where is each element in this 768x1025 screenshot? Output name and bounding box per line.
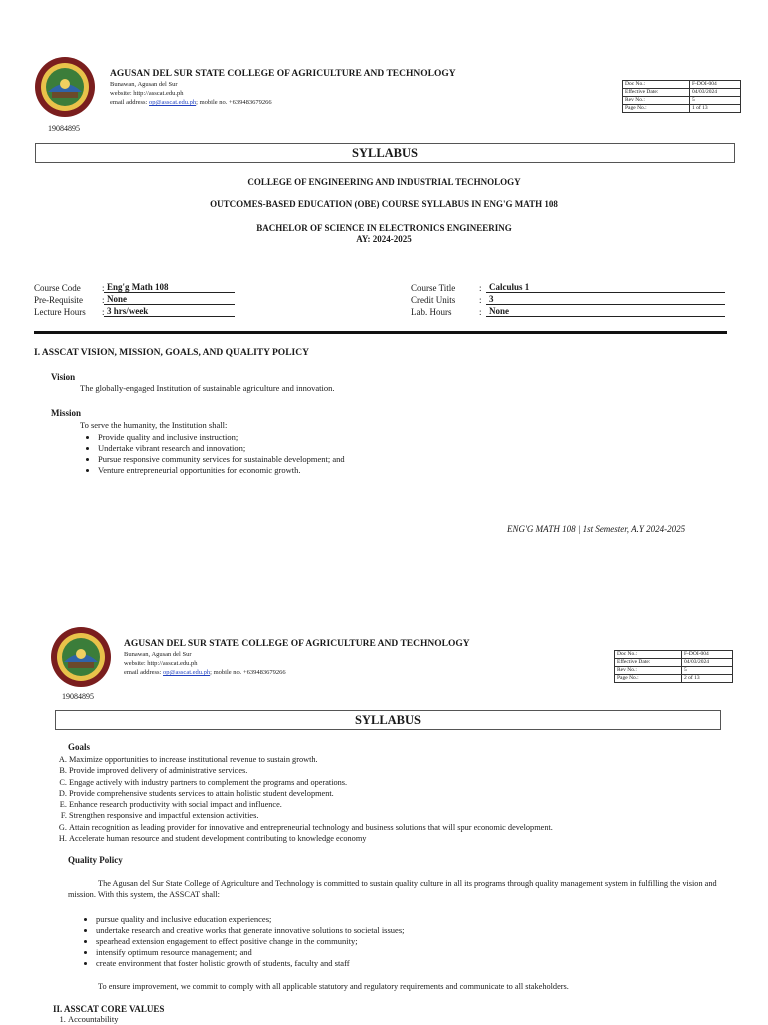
list-item: 1. Accountability [68, 1014, 119, 1025]
doc-info-label: Effective Date: [615, 659, 682, 667]
separator: : [102, 295, 105, 305]
page-footer: ENG'G MATH 108 | 1st Semester, A.Y 2024-2025 [507, 524, 686, 534]
doc-info-row [623, 105, 741, 113]
list-item: C. Engage actively with industry partners to complement the programs and operations. [69, 777, 553, 788]
doc-info-label: Rev No.: [615, 667, 682, 675]
mission-label: Mission [51, 408, 82, 418]
doc-info-value: 04/03/2024 [682, 659, 733, 667]
course-info [34, 282, 727, 322]
list-item: F. Strengthen responsive and impactful extension activities. [69, 810, 553, 821]
doc-info-value: 1 of 13 [690, 105, 741, 113]
college-seal-logo [50, 626, 112, 688]
list-item: • create environment that foster holistic growth of students, faculty and staff [96, 958, 405, 969]
doc-info-row [623, 81, 741, 89]
lecture-hours-row [34, 306, 105, 318]
list-item: H. Accelerate human resource and student development contributing to knowledge economy [69, 833, 553, 844]
doc-info-value: F-DOI-004 [682, 651, 733, 659]
mobile-number: ; mobile no. +639483679266 [196, 99, 272, 106]
email-link[interactable]: op@asscat.edu.ph [163, 669, 211, 676]
section-1-heading: I. ASSCAT VISION, MISSION, GOALS, AND QUALITY POLICY [34, 348, 309, 358]
quality-policy-label: Quality Policy [68, 855, 123, 865]
course-title-row [411, 282, 482, 294]
academic-year: AY: 2024-2025 [356, 234, 412, 244]
email-prefix: email address: [124, 669, 163, 676]
doc-info-value: 04/03/2024 [690, 89, 741, 97]
lecture-hours-label: Lecture Hours [34, 307, 86, 317]
syllabus-page-2 [0, 570, 768, 1024]
syllabus-banner: SYLLABUS [35, 143, 735, 163]
institution-name: AGUSAN DEL SUR STATE COLLEGE OF AGRICULTURE AND TECHNOLOGY [124, 639, 470, 649]
seal-number: 19084895 [62, 692, 94, 701]
doc-info-label: Rev No.: [623, 97, 690, 105]
institution-header [124, 638, 470, 677]
core-values-list [54, 1014, 119, 1025]
section-2-heading: II. ASSCAT CORE VALUES [53, 1004, 165, 1014]
course-code-row [34, 282, 105, 294]
list-item: • Pursue responsive community services for sustainable development; and [98, 454, 345, 465]
obe-title: OUTCOMES-BASED EDUCATION (OBE) COURSE SYLLABUS IN ENG'G MATH 108 [210, 199, 558, 209]
separator: : [102, 283, 105, 293]
doc-info-label: Doc No.: [615, 651, 682, 659]
lecture-hours-value: 3 hrs/week [104, 306, 235, 317]
doc-info-value: 5 [690, 97, 741, 105]
credit-units-value: 3 [486, 294, 725, 305]
lab-hours-value: None [486, 306, 725, 317]
list-item: • Provide quality and inclusive instruction; [98, 432, 345, 443]
section-divider [34, 331, 727, 334]
institution-contact [110, 98, 456, 107]
separator: : [479, 295, 482, 305]
doc-info-label: Page No.: [615, 675, 682, 683]
doc-info-row [623, 89, 741, 97]
program-name: BACHELOR OF SCIENCE IN ELECTRONICS ENGINEERING [256, 223, 512, 233]
list-item: D. Provide comprehensive students services to attain holistic student development. [69, 788, 553, 799]
institution-header [110, 68, 456, 107]
doc-info-value: F-DOI-004 [690, 81, 741, 89]
credit-units-label: Credit Units [411, 295, 456, 305]
institution-name: AGUSAN DEL SUR STATE COLLEGE OF AGRICULTURE AND TECHNOLOGY [110, 69, 456, 79]
list-item: • spearhead extension engagement to effect positive change in the community; [96, 936, 405, 947]
doc-info-row [615, 659, 733, 667]
quality-policy-paragraph: The Agusan del Sur State College of Agriculture and Technology is committed to sustain quality culture in all its programs through quality management system in fulfilling the vision and mission. With this system, the ASSCAT shall: [68, 879, 717, 899]
email-link[interactable]: op@asscat.edu.ph [149, 99, 197, 106]
institution-website: website: http://asscat.edu.ph [124, 660, 198, 667]
institution-contact [124, 668, 470, 677]
syllabus-banner: SYLLABUS [55, 710, 721, 730]
separator: : [479, 307, 482, 317]
email-prefix: email address: [110, 99, 149, 106]
lab-hours-label: Lab. Hours [411, 307, 452, 317]
list-item: E. Enhance research productivity with social impact and influence. [69, 799, 553, 810]
quality-policy-closing: To ensure improvement, we commit to comply with all applicable statutory and regulatory requirements and communicate to all stakeholders. [98, 982, 569, 991]
doc-info-value: 2 of 13 [682, 675, 733, 683]
doc-info-label: Doc No.: [623, 81, 690, 89]
doc-info-table [614, 650, 733, 683]
list-item: • Venture entrepreneurial opportunities for economic growth. [98, 465, 345, 476]
credit-units-row [411, 294, 482, 306]
doc-info-row [615, 675, 733, 683]
mobile-number: ; mobile no. +639483679266 [210, 669, 286, 676]
list-item: • pursue quality and inclusive education experiences; [96, 914, 405, 925]
college-seal-logo [34, 56, 96, 118]
vision-text: The globally-engaged Institution of sustainable agriculture and innovation. [80, 383, 335, 393]
mission-intro: To serve the humanity, the Institution shall: [80, 420, 228, 430]
doc-info-label: Effective Date: [623, 89, 690, 97]
list-item: B. Provide improved delivery of administrative services. [69, 765, 553, 776]
institution-website: website: http://asscat.edu.ph [110, 90, 184, 97]
course-code-label: Course Code [34, 283, 81, 293]
list-item: G. Attain recognition as leading provider for innovative and entrepreneurial technology and business solutions that will spur economic development. [69, 822, 553, 833]
list-item: A. Maximize opportunities to increase institutional revenue to sustain growth. [69, 754, 553, 765]
list-item: • Undertake vibrant research and innovation; [98, 443, 345, 454]
doc-info-value: 5 [682, 667, 733, 675]
list-item: • undertake research and creative works that generate innovative solutions to societal issues; [96, 925, 405, 936]
quality-policy-list [86, 914, 405, 969]
doc-info-label: Page No.: [623, 105, 690, 113]
prereq-label: Pre-Requisite [34, 295, 83, 305]
goals-label: Goals [68, 742, 91, 752]
course-code-value: Eng'g Math 108 [104, 282, 235, 293]
doc-info-row [615, 651, 733, 659]
doc-info-row [615, 667, 733, 675]
separator: : [479, 283, 482, 293]
course-title-value: Calculus 1 [486, 282, 725, 293]
institution-address: Bunawan, Agusan del Sur [110, 81, 178, 88]
doc-info-table [622, 80, 741, 113]
prereq-row [34, 294, 105, 306]
separator: : [102, 307, 105, 317]
list-item: • intensify optimum resource management; and [96, 947, 405, 958]
doc-info-row [623, 97, 741, 105]
institution-address: Bunawan, Agusan del Sur [124, 651, 192, 658]
seal-number: 19084895 [48, 124, 80, 133]
course-title-label: Course Title [411, 283, 456, 293]
college-name: COLLEGE OF ENGINEERING AND INDUSTRIAL TECHNOLOGY [247, 177, 521, 187]
goals-list [55, 754, 553, 844]
mission-list [84, 432, 345, 476]
vision-label: Vision [51, 372, 76, 382]
prereq-value: None [104, 294, 235, 305]
lab-hours-row [411, 306, 482, 318]
